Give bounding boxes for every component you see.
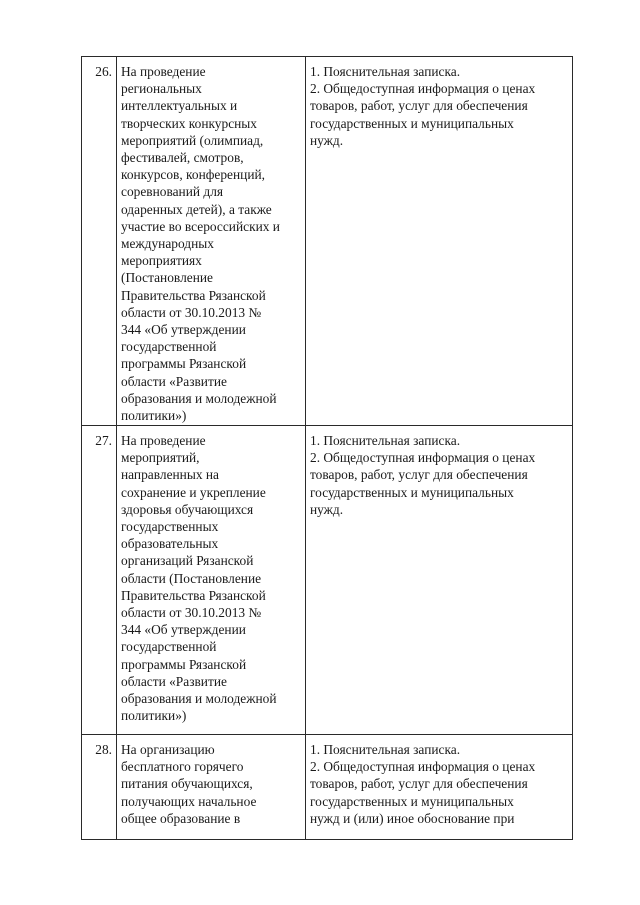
text-line: 1. Пояснительная записка.	[310, 742, 461, 757]
text-line: программы Рязанской	[121, 656, 247, 672]
expense-name-cell	[117, 426, 306, 735]
text-line: 1. Пояснительная записка.	[310, 433, 461, 448]
row-number: 27.	[82, 426, 117, 735]
text-line: организаций Рязанской	[121, 553, 254, 569]
text-line: 2. Общедоступная информация о ценах	[310, 450, 536, 466]
text-line: образования и молодежной	[121, 390, 277, 406]
table-row	[82, 57, 573, 426]
text-line: Правительства Рязанской	[121, 287, 266, 303]
text-line: 1. Пояснительная записка.	[310, 64, 461, 79]
text-line: нужд и (или) иное обоснование при	[310, 810, 515, 826]
text-line: творческих конкурсных	[121, 115, 258, 131]
justification-table	[81, 56, 573, 840]
table-row	[82, 735, 573, 840]
text-line: области от 30.10.2013 №	[121, 605, 262, 621]
text-line: На проведение	[121, 433, 206, 448]
text-line: 2. Общедоступная информация о ценах	[310, 81, 536, 97]
text-line: одаренных детей), а также	[121, 201, 272, 217]
row-number: 28.	[82, 735, 117, 840]
text-line: товаров, работ, услуг для обеспечения	[310, 776, 528, 792]
text-line: области (Постановление	[121, 570, 262, 586]
text-line: мероприятий (олимпиад,	[121, 132, 264, 148]
text-line: мероприятий,	[121, 450, 200, 466]
text-line: государственных и муниципальных	[310, 793, 514, 809]
text-line: здоровья обучающихся	[121, 501, 254, 517]
text-line: области от 30.10.2013 №	[121, 304, 262, 320]
text-line: соревнований для	[121, 184, 224, 200]
text-line: 2. Общедоступная информация о ценах	[310, 759, 536, 775]
text-line: политики»)	[121, 708, 187, 724]
documents-cell	[306, 735, 573, 840]
text-line: общее образование в	[121, 810, 241, 826]
text-line: нужд.	[310, 132, 344, 148]
text-line: бесплатного горячего	[121, 759, 244, 775]
text-line: На организацию	[121, 742, 215, 757]
text-line: На проведение	[121, 64, 206, 79]
text-line: образования и молодежной	[121, 691, 277, 707]
expense-name-cell	[117, 735, 306, 840]
text-line: программы Рязанской	[121, 356, 247, 372]
text-line: фестивалей, смотров,	[121, 150, 244, 166]
text-line: товаров, работ, услуг для обеспечения	[310, 467, 528, 483]
text-line: направленных на	[121, 467, 219, 483]
text-line: политики»)	[121, 408, 187, 424]
text-line: получающих начальное	[121, 793, 257, 809]
text-line: 344 «Об утверждении	[121, 322, 246, 338]
text-line: нужд.	[310, 501, 344, 517]
text-line: питания обучающихся,	[121, 776, 253, 792]
text-line: участие во всероссийских и	[121, 218, 280, 234]
text-line: области «Развитие	[121, 373, 227, 389]
text-line: мероприятиях	[121, 253, 202, 269]
text-line: государственной	[121, 639, 217, 655]
text-line: государственных и муниципальных	[310, 484, 514, 500]
table-row	[82, 426, 573, 735]
text-line: сохранение и укрепление	[121, 484, 266, 500]
text-line: 344 «Об утверждении	[121, 622, 246, 638]
text-line: конкурсов, конференций,	[121, 167, 266, 183]
expense-name-cell	[117, 57, 306, 426]
text-line: государственных	[121, 519, 219, 535]
row-number: 26.	[82, 57, 117, 426]
text-line: (Постановление	[121, 270, 213, 286]
documents-cell	[306, 57, 573, 426]
text-line: международных	[121, 236, 214, 252]
text-line: образовательных	[121, 536, 219, 552]
text-line: государственной	[121, 339, 217, 355]
text-line: региональных	[121, 81, 202, 97]
text-line: Правительства Рязанской	[121, 587, 266, 603]
text-line: товаров, работ, услуг для обеспечения	[310, 98, 528, 114]
documents-cell	[306, 426, 573, 735]
text-line: государственных и муниципальных	[310, 115, 514, 131]
text-line: области «Развитие	[121, 673, 227, 689]
text-line: интеллектуальных и	[121, 98, 238, 114]
